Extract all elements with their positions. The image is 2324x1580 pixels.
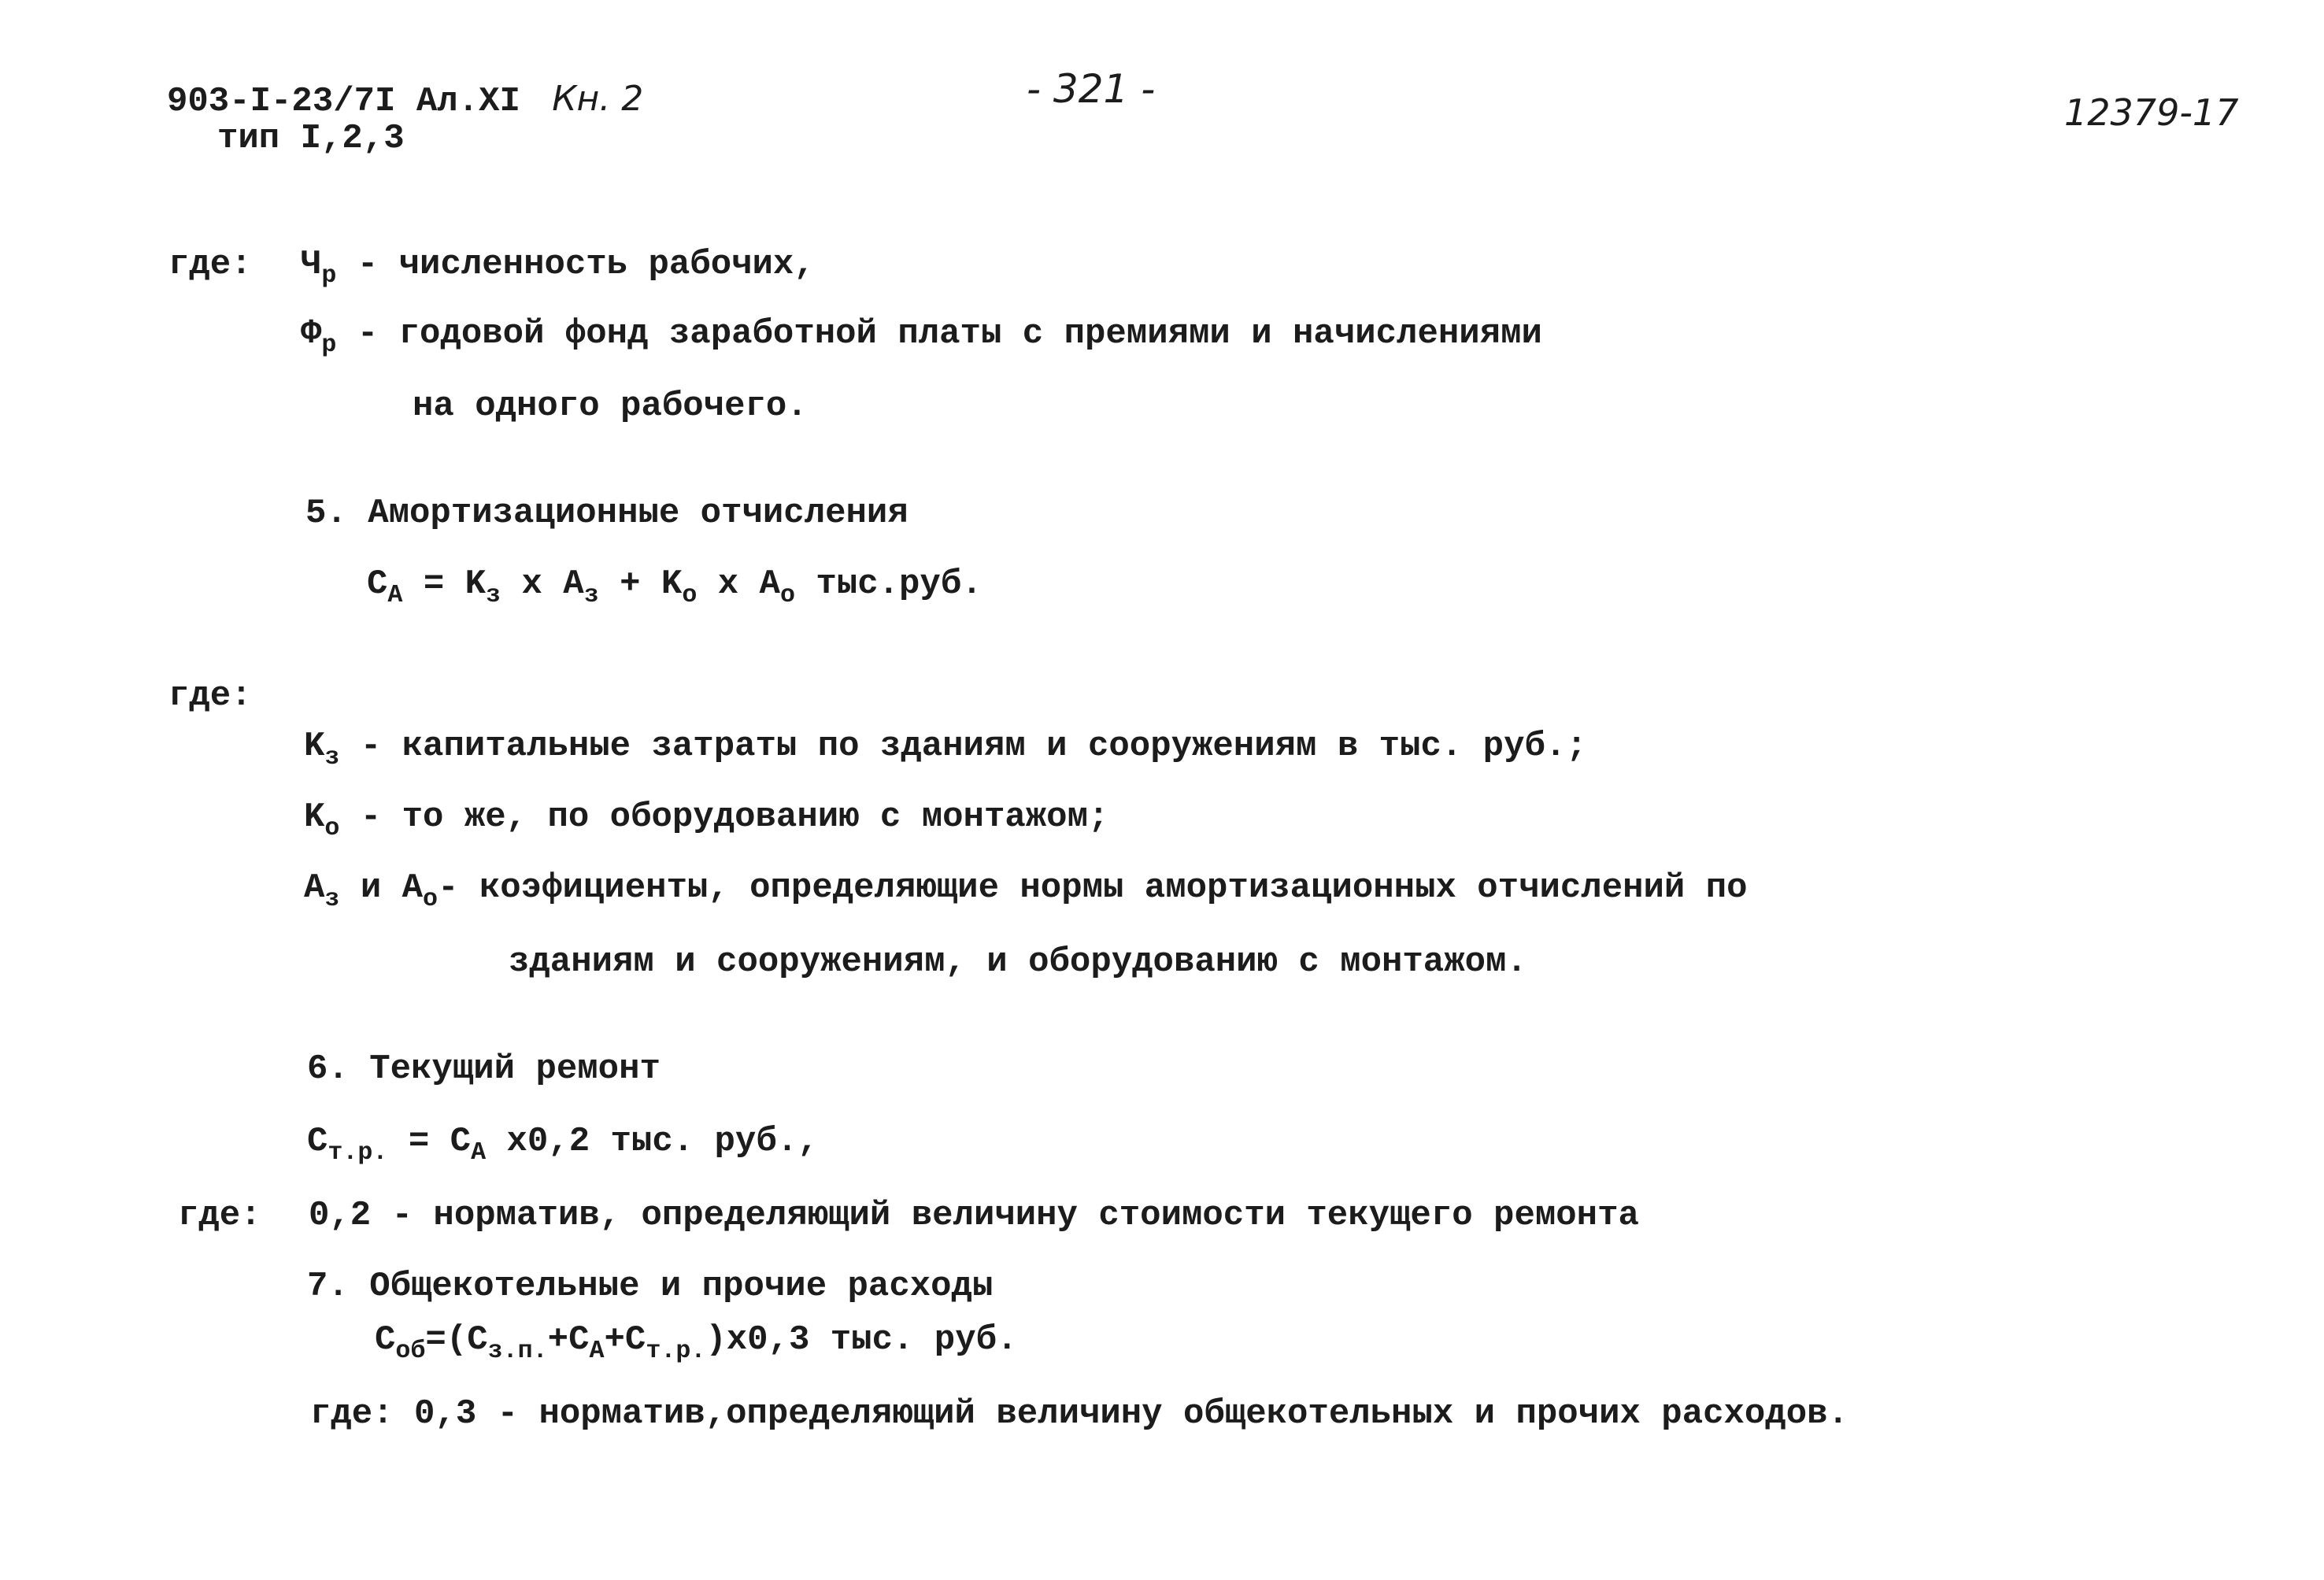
ch-symbol: Ч (301, 245, 322, 284)
ko-definition (304, 797, 1109, 843)
kz-description: - капитальные затраты по зданиям и сооружениям в тыс. руб.; (360, 727, 1587, 766)
overhead-formula-s2-sub: A (589, 1337, 605, 1366)
repair-formula-c-sub: т.р. (328, 1138, 388, 1167)
formula-a1-sub: з (583, 581, 599, 610)
a-coefficients-continuation: зданиям и сооружениям, и оборудованию с монтажом. (509, 942, 1527, 982)
formula-c: C (367, 564, 388, 604)
wage-fund-continuation: на одного рабочего. (413, 387, 808, 426)
a-subscript-2: о (423, 885, 439, 914)
book-number-handwritten: Кн. 2 (552, 79, 644, 119)
formula-c-sub: A (387, 581, 403, 610)
overhead-formula-c-sub: об (395, 1337, 426, 1366)
doc-code-text: 903-I-23/7I Ал.XI (167, 82, 520, 121)
f-symbol: Ф (301, 314, 322, 353)
formula-x1: x A (521, 564, 584, 604)
overhead-formula-c: C (375, 1320, 396, 1360)
a-description-1: - коэфициенты, определяющие нормы амортизационных отчислений по (438, 868, 1748, 908)
f-description-1: - годовой фонд заработной платы с премиями и начислениями (357, 314, 1542, 353)
workers-count-definition (301, 245, 815, 290)
depreciation-formula (367, 564, 983, 610)
ch-subscript: р (321, 261, 337, 290)
section-6-title: 6. Текущий ремонт (307, 1049, 661, 1089)
a-symbol-1: A (304, 868, 325, 908)
repair-formula (307, 1122, 819, 1167)
section-7-title: 7. Общекотельные и прочие расходы (307, 1267, 994, 1306)
repair-formula-rest: x0,2 тыс. руб., (506, 1122, 819, 1161)
overhead-formula (375, 1320, 1018, 1366)
section-5-where-label: где: (168, 676, 252, 716)
section-7-where-line (310, 1394, 1848, 1434)
kz-symbol: K (304, 727, 325, 766)
a-coefficients-definition (304, 868, 1748, 914)
workers-where-label: где: (168, 245, 252, 284)
formula-k1-sub: з (486, 581, 501, 610)
repair-formula-c: C (307, 1122, 328, 1161)
archive-number: 12379-17 (2064, 91, 2239, 134)
kz-subscript: з (324, 743, 340, 772)
overhead-formula-s1-sub: з.п. (487, 1337, 548, 1366)
section-7-where-text: 0,3 - норматив,определяющий величину общекотельных и прочих расходов. (414, 1394, 1848, 1434)
formula-eq: = K (423, 564, 487, 604)
ko-subscript: о (324, 814, 340, 843)
formula-plus: + K (620, 564, 683, 604)
overhead-formula-s3-sub: т.р. (646, 1337, 706, 1366)
overhead-formula-open: =(C (425, 1320, 488, 1360)
kz-definition (304, 727, 1587, 772)
formula-a2-sub: о (779, 581, 795, 610)
section-6-where-label: где: (178, 1196, 261, 1235)
section-6-where-text: 0,2 - норматив, определяющий величину стоимости текущего ремонта (309, 1196, 1639, 1235)
wage-fund-definition (301, 314, 1542, 360)
ch-description: - численность рабочих, (357, 245, 815, 284)
overhead-formula-plus2: +C (604, 1320, 646, 1360)
page-number: - 321 - (1027, 66, 1156, 112)
a-subscript-1: з (324, 885, 340, 914)
formula-unit: тыс.руб. (816, 564, 983, 604)
repair-formula-eq: = C (408, 1122, 472, 1161)
formula-x2: x A (717, 564, 780, 604)
overhead-formula-plus1: +C (547, 1320, 590, 1360)
ko-symbol: K (304, 797, 325, 837)
document-code (167, 79, 644, 121)
repair-formula-ca-sub: A (471, 1138, 487, 1167)
section-5-title: 5. Амортизационные отчисления (305, 494, 909, 533)
document-type-line: тип I,2,3 (217, 119, 405, 158)
a-and: и A (360, 868, 424, 908)
formula-k2-sub: о (682, 581, 698, 610)
section-7-where-label: где: (310, 1394, 394, 1434)
overhead-formula-rest: )x0,3 тыс. руб. (705, 1320, 1018, 1360)
ko-description: - то же, по оборудованию с монтажом; (360, 797, 1109, 837)
f-subscript: р (321, 331, 337, 360)
